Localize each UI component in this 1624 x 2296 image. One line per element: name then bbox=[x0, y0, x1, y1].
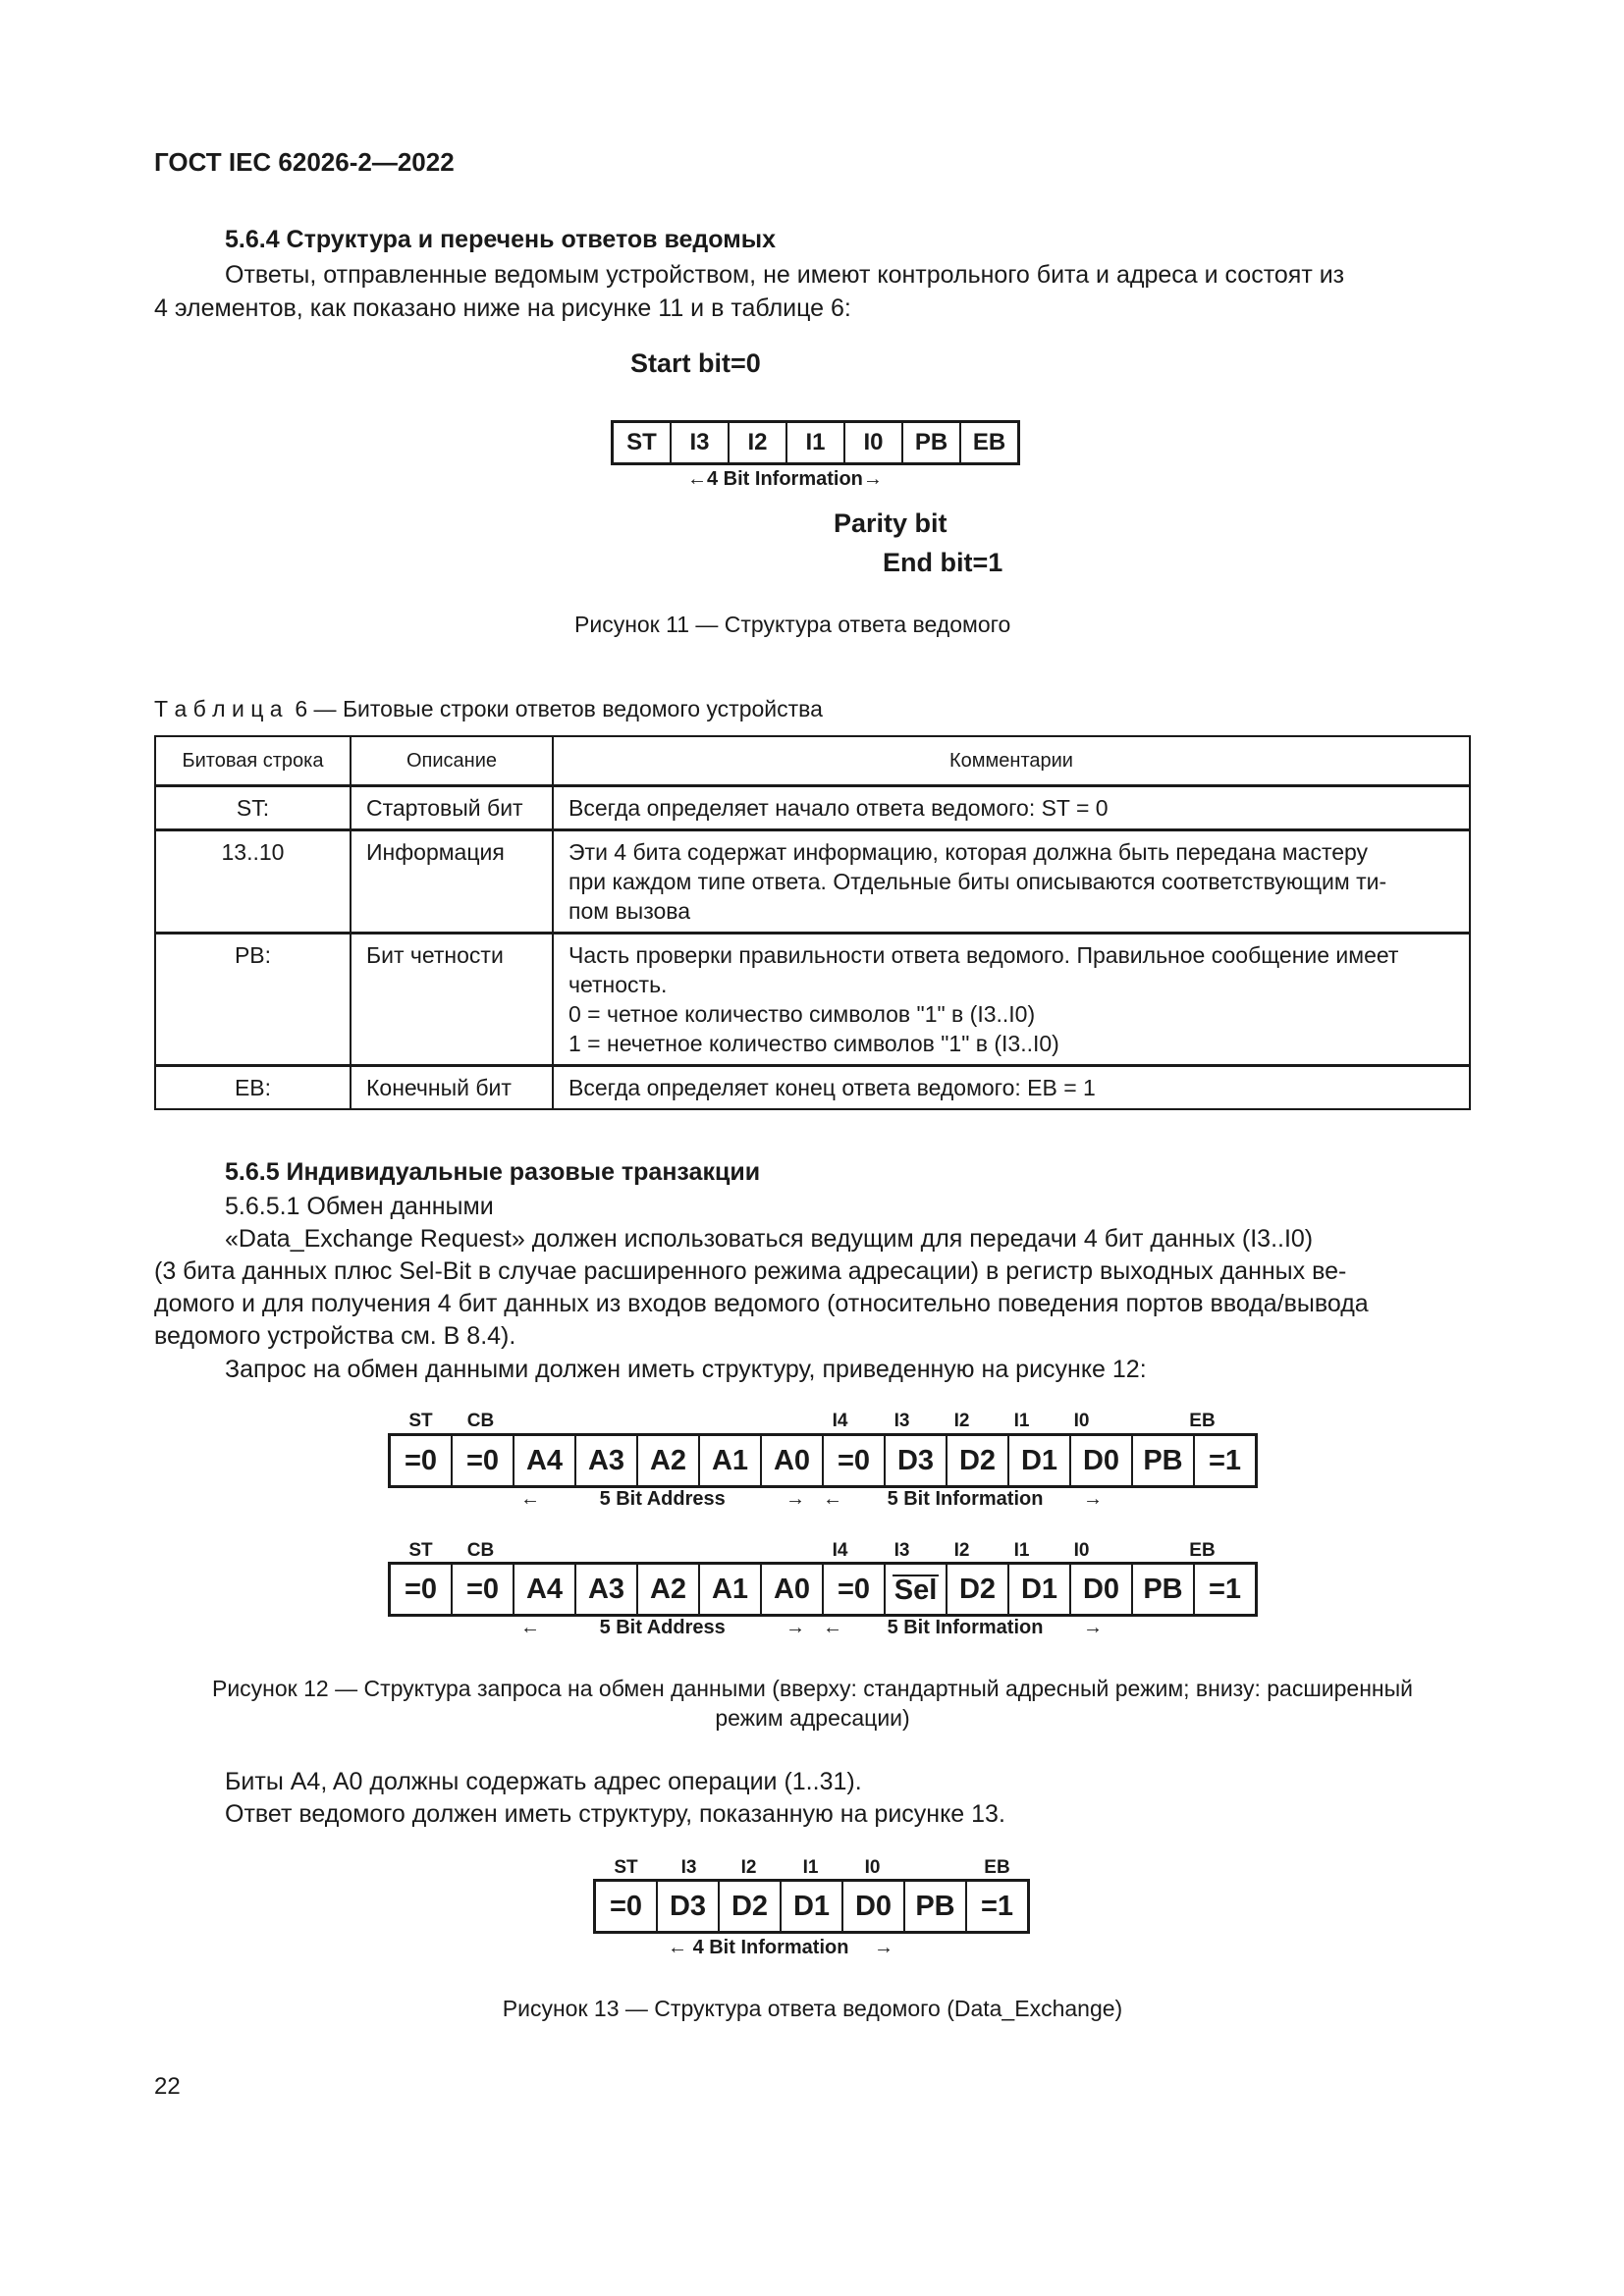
bit-cell: D2 bbox=[947, 1436, 1009, 1485]
bit-cell: I0 bbox=[845, 423, 903, 462]
right-arrow-icon: → bbox=[785, 1617, 805, 1638]
bit-cell: I2 bbox=[730, 423, 787, 462]
column-header: Битовая строка bbox=[155, 736, 351, 786]
table6-title: Т а б л и ц а 6 — Битовые строки ответов ведомого устройства bbox=[154, 696, 823, 721]
figure13-bit-frame bbox=[593, 1879, 1030, 1934]
bit-cell: I1 bbox=[787, 423, 845, 462]
paragraph-line: (3 бита данных плюс Sel-Bit в случае расширенного режима адресации) в регистр выходных данных ве- bbox=[154, 1257, 1347, 1285]
bit-cell: =0 bbox=[391, 1436, 453, 1485]
right-arrow-icon: → bbox=[874, 1937, 893, 1958]
table-row bbox=[155, 1066, 1470, 1110]
bit-cell: D3 bbox=[658, 1882, 720, 1931]
bit-cell: A3 bbox=[576, 1565, 638, 1614]
bit-cell: EB bbox=[972, 429, 1006, 455]
document-header: ГОСТ IEC 62026-2—2022 bbox=[154, 147, 455, 177]
bit-string-cell: EB: bbox=[155, 1066, 351, 1110]
bit-cell: A2 bbox=[638, 1565, 700, 1614]
paragraph-line: 4 элементов, как показано ниже на рисунке 11 и в таблице 6: bbox=[154, 294, 851, 322]
bit-cell: =1 bbox=[980, 1890, 1014, 1922]
column-header: Комментарии bbox=[553, 736, 1470, 786]
bit-cell: =1 bbox=[1208, 1573, 1242, 1605]
subsection-heading: 5.6.5.1 Обмен данными bbox=[225, 1193, 494, 1220]
table-header-row bbox=[155, 736, 1470, 786]
bit-string-cell: PB: bbox=[155, 934, 351, 1066]
info-span-label: ← 4 Bit Information → bbox=[668, 1937, 893, 1958]
bit-cell: D1 bbox=[1009, 1436, 1071, 1485]
paragraph-line: Запрос на обмен данными должен иметь структуру, приведенную на рисунке 12: bbox=[225, 1356, 1147, 1383]
bit-cell: =0 bbox=[824, 1565, 886, 1614]
comment-cell: Эти 4 бита содержат информацию, которая должна быть передана мастеру при каждом типе ответа. Отдельные биты описываются соответствующим ти- пом вызова bbox=[553, 830, 1470, 934]
bit-string-cell: 13..10 bbox=[155, 830, 351, 934]
parity-bit-label: Parity bit bbox=[834, 508, 947, 538]
bit-cell: D2 bbox=[947, 1565, 1009, 1614]
paragraph-line: Биты A4, A0 должны содержать адрес операции (1..31). bbox=[225, 1768, 862, 1795]
column-header: Описание bbox=[351, 736, 553, 786]
left-arrow-icon: ← bbox=[520, 1617, 540, 1638]
bit-cell: D0 bbox=[843, 1882, 905, 1931]
comment-cell: Всегда определяет конец ответа ведомого: EB = 1 bbox=[553, 1066, 1470, 1110]
left-arrow-icon: ← bbox=[823, 1617, 842, 1638]
table-row bbox=[155, 934, 1470, 1066]
bit-cell: =0 bbox=[391, 1565, 453, 1614]
description-cell: Бит четности bbox=[351, 934, 553, 1066]
bit-cell: D1 bbox=[1009, 1565, 1071, 1614]
bit-cell: ST bbox=[614, 423, 672, 462]
left-arrow-icon: ← bbox=[520, 1488, 540, 1510]
bit-cell: =1 bbox=[1208, 1444, 1242, 1476]
figure12-caption-line: режим адресации) bbox=[715, 1705, 910, 1731]
left-arrow-icon: ← bbox=[823, 1488, 842, 1510]
bit-string-cell: ST: bbox=[155, 786, 351, 830]
bit-cell: A0 bbox=[762, 1436, 824, 1485]
bit-cell: D3 bbox=[886, 1436, 947, 1485]
table-row bbox=[155, 830, 1470, 934]
bit-cell: D1 bbox=[782, 1882, 843, 1931]
bit-cell: A3 bbox=[576, 1436, 638, 1485]
bit-cell: =0 bbox=[824, 1436, 886, 1485]
figure11-bit-frame bbox=[611, 420, 1020, 465]
bit-cell: D2 bbox=[720, 1882, 782, 1931]
address-span-label: ← 5 Bit Address → bbox=[520, 1617, 805, 1638]
paragraph-line: «Data_Exchange Request» должен использоваться ведущим для передачи 4 бит данных (I3..I0) bbox=[225, 1225, 1314, 1253]
left-arrow-icon: ← bbox=[668, 1937, 687, 1958]
figure12-extended-frame bbox=[388, 1562, 1258, 1617]
end-bit-label: End bit=1 bbox=[883, 548, 1003, 577]
figure12-caption-line: Рисунок 12 — Структура запроса на обмен данными (вверху: стандартный адресный режим; внизу: расширенный bbox=[211, 1676, 1413, 1701]
paragraph-line: домого и для получения 4 бит данных из входов ведомого (относительно поведения портов ввода/вывода bbox=[154, 1290, 1369, 1317]
bit-cell: =0 bbox=[596, 1882, 658, 1931]
bit-cell: PB bbox=[905, 1882, 967, 1931]
paragraph-line: Ответ ведомого должен иметь структуру, показанную на рисунке 13. bbox=[225, 1800, 1005, 1828]
right-arrow-icon: → bbox=[785, 1488, 805, 1510]
address-span-label: ← 5 Bit Address → bbox=[520, 1488, 805, 1510]
comment-cell: Всегда определяет начало ответа ведомого: ST = 0 bbox=[553, 786, 1470, 830]
description-cell: Конечный бит bbox=[351, 1066, 553, 1110]
paragraph-line: Ответы, отправленные ведомым устройством, не имеют контрольного бита и адреса и состоят из bbox=[225, 261, 1345, 289]
bit-cell: A1 bbox=[700, 1436, 762, 1485]
bit-cell: PB bbox=[1133, 1436, 1195, 1485]
figure12-standard-frame bbox=[388, 1433, 1258, 1488]
section-heading-5-6-4: 5.6.4 Структура и перечень ответов ведомых bbox=[225, 226, 776, 253]
bit-cell: PB bbox=[903, 423, 961, 462]
figure11-caption: Рисунок 11 — Структура ответа ведомого bbox=[574, 612, 1011, 637]
info-span-label: ← 5 Bit Information → bbox=[823, 1488, 1103, 1510]
table6 bbox=[154, 735, 1471, 1110]
bit-cell: A4 bbox=[514, 1436, 576, 1485]
section-heading-5-6-5: 5.6.5 Индивидуальные разовые транзакции bbox=[225, 1158, 761, 1186]
right-arrow-icon: → bbox=[1083, 1488, 1103, 1510]
bit-cell: =0 bbox=[453, 1436, 514, 1485]
comment-cell: Часть проверки правильности ответа ведомого. Правильное сообщение имеет четность. 0 = четное количество символов "1" в (I3..I0) 1 = нечетное количество символов "1" в (I3..I0) bbox=[553, 934, 1470, 1066]
right-arrow-icon: → bbox=[1083, 1617, 1103, 1638]
bit-cell: A0 bbox=[762, 1565, 824, 1614]
table-row bbox=[155, 786, 1470, 830]
bit-cell: I3 bbox=[672, 423, 730, 462]
paragraph-line: ведомого устройства см. В 8.4). bbox=[154, 1322, 516, 1350]
left-arrow-icon: ← bbox=[687, 468, 707, 490]
right-arrow-icon: → bbox=[862, 468, 883, 490]
info-span-label: ← 5 Bit Information → bbox=[823, 1617, 1103, 1638]
bit-cell: =0 bbox=[453, 1565, 514, 1614]
bit-cell: A1 bbox=[700, 1565, 762, 1614]
bit-cell: PB bbox=[1133, 1565, 1195, 1614]
bit-cell: D0 bbox=[1071, 1436, 1133, 1485]
bit-cell: D0 bbox=[1071, 1565, 1133, 1614]
bit-cell: A2 bbox=[638, 1436, 700, 1485]
page-number: 22 bbox=[154, 2073, 181, 2100]
info-span-label: ←4 Bit Information→ bbox=[687, 468, 883, 490]
figure13-caption: Рисунок 13 — Структура ответа ведомого (Data_Exchange) bbox=[502, 1996, 1123, 2021]
sel-bit-cell: Sel bbox=[886, 1565, 947, 1614]
start-bit-label: Start bit=0 bbox=[630, 348, 761, 378]
description-cell: Информация bbox=[351, 830, 553, 934]
bit-cell: A4 bbox=[514, 1565, 576, 1614]
description-cell: Стартовый бит bbox=[351, 786, 553, 830]
